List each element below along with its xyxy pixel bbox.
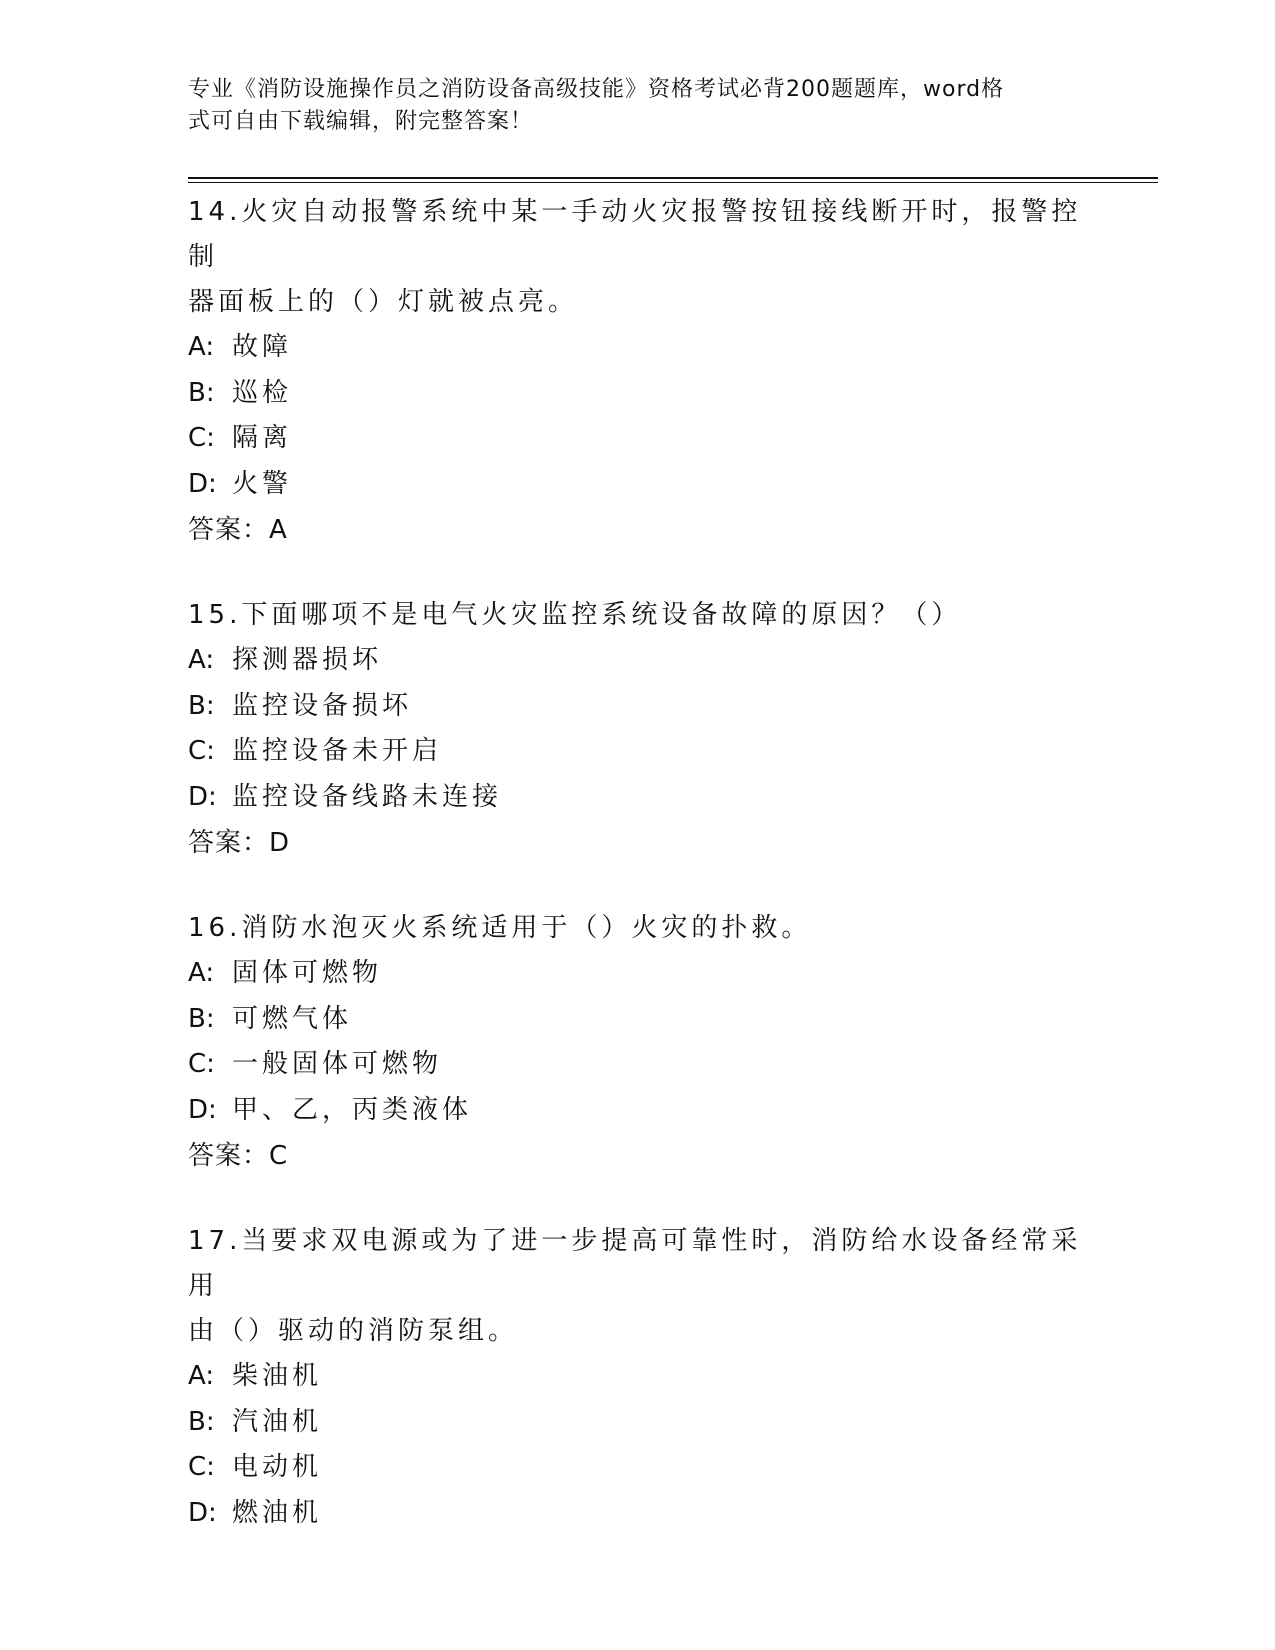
- question-17: [188, 1219, 1088, 1536]
- option-text: 故障: [232, 332, 293, 362]
- option-key: B:: [188, 690, 215, 721]
- option-d: [188, 462, 1088, 508]
- option-c: [188, 1445, 1088, 1491]
- header-divider-thick: [188, 177, 1158, 179]
- option-key: A:: [188, 1361, 215, 1391]
- option-key: C:: [188, 1049, 215, 1079]
- option-key: A:: [188, 958, 215, 988]
- option-b: [188, 684, 1088, 730]
- option-text: 汽油机: [232, 1406, 323, 1437]
- option-c: [188, 729, 1088, 775]
- option-text: 可燃气体: [232, 1003, 353, 1034]
- option-d: [188, 775, 1088, 821]
- question-15: [188, 593, 1088, 866]
- header-divider-thin: [188, 182, 1158, 183]
- option-text: 监控设备损坏: [232, 690, 413, 721]
- option-b: [188, 1400, 1088, 1446]
- option-text: 监控设备未开启: [232, 736, 443, 766]
- option-text: 柴油机: [232, 1361, 323, 1391]
- option-text: 甲、乙，丙类液体: [232, 1094, 473, 1125]
- question-16: [188, 906, 1088, 1179]
- option-key: B:: [188, 1406, 215, 1437]
- option-text: 固体可燃物: [232, 958, 383, 988]
- option-key: D:: [188, 1094, 217, 1125]
- answer-line: 答案：A: [188, 515, 288, 545]
- option-key: D:: [188, 781, 217, 812]
- question-stem-line: 16.消防水泡灭火系统适用于（）火灾的扑救。: [188, 913, 812, 943]
- question-list: [188, 190, 1088, 1552]
- option-text: 电动机: [232, 1452, 323, 1482]
- option-key: A:: [188, 645, 215, 675]
- option-c: [188, 1042, 1088, 1088]
- option-c: [188, 416, 1088, 462]
- document-header: [188, 74, 1088, 138]
- option-text: 监控设备线路未连接: [232, 781, 503, 812]
- header-line-2: 式可自由下载编辑，附完整答案！: [188, 109, 534, 134]
- option-a: [188, 951, 1088, 997]
- option-text: 一般固体可燃物: [232, 1049, 443, 1079]
- question-stem-line: 17.当要求双电源或为了进一步提高可靠性时，消防给水设备经常采用: [188, 1226, 1082, 1301]
- option-b: [188, 997, 1088, 1043]
- option-key: B:: [188, 1003, 215, 1034]
- option-a: [188, 1354, 1088, 1400]
- option-key: D:: [188, 1497, 217, 1528]
- option-a: [188, 638, 1088, 684]
- answer-line: 答案：D: [188, 828, 291, 858]
- option-text: 探测器损坏: [232, 645, 383, 675]
- option-key: C:: [188, 736, 215, 766]
- option-a: [188, 325, 1088, 371]
- question-14: [188, 190, 1088, 553]
- answer-line: 答案：C: [188, 1141, 289, 1171]
- option-key: D:: [188, 468, 217, 499]
- question-stem-line: 14.火灾自动报警系统中某一手动火灾报警按钮接线断开时，报警控制: [188, 197, 1082, 272]
- option-d: [188, 1491, 1088, 1537]
- option-text: 火警: [232, 468, 293, 499]
- option-key: C:: [188, 1452, 215, 1482]
- question-stem-line: 由（）驱动的消防泵组。: [188, 1316, 519, 1346]
- option-key: C:: [188, 423, 215, 453]
- option-text: 巡检: [232, 377, 293, 408]
- option-d: [188, 1088, 1088, 1134]
- option-text: 燃油机: [232, 1497, 323, 1528]
- header-line-1: 专业《消防设施操作员之消防设备高级技能》资格考试必背200题题库，word格: [188, 77, 1005, 102]
- option-key: A:: [188, 332, 215, 362]
- option-key: B:: [188, 377, 215, 408]
- option-b: [188, 371, 1088, 417]
- question-stem-line: 器面板上的（）灯就被点亮。: [188, 287, 579, 317]
- question-stem-line: 15.下面哪项不是电气火灾监控系统设备故障的原因？（）: [188, 600, 962, 630]
- option-text: 隔离: [232, 423, 293, 453]
